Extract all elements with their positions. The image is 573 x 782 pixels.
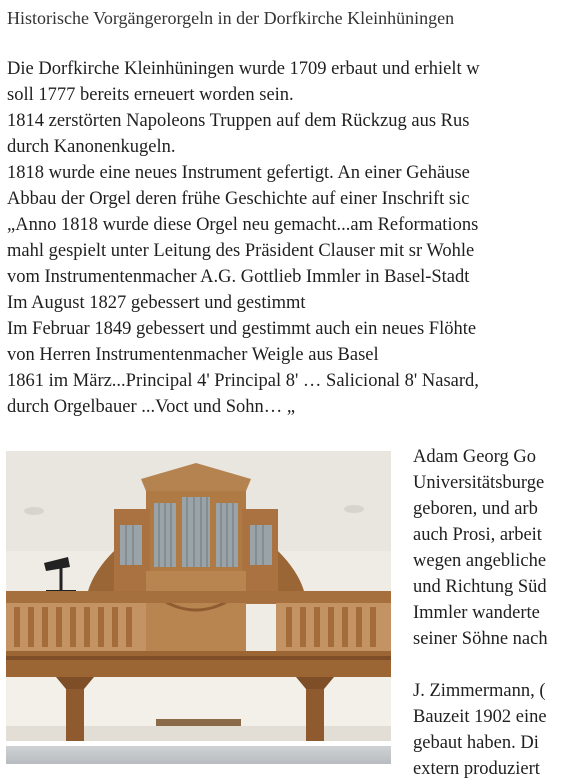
organ-photo	[6, 451, 391, 741]
text-line: geboren, und arb	[413, 499, 538, 519]
text-line: seiner Söhne nach	[413, 629, 548, 649]
paragraph-gap	[413, 652, 573, 678]
text-line: wegen angebliche	[413, 551, 547, 571]
text-line: gebaut haben. Di	[413, 733, 539, 753]
text-line: 1814 zerstörten Napoleons Truppen auf dem Rückzug aus Rus	[7, 111, 470, 131]
text-line: Adam Georg Go	[413, 447, 536, 467]
text-line: vom Instrumentenmacher A.G. Gottlieb Immler in Basel-Stadt	[7, 267, 470, 287]
text-line: durch Kanonenkugeln.	[7, 137, 176, 157]
text-line: von Herren Instrumentenmacher Weigle aus Basel	[7, 345, 379, 365]
text-line: „Anno 1818 wurde diese Orgel neu gemacht...am Reformations	[7, 215, 479, 235]
text-line: Die Dorfkirche Kleinhüningen wurde 1709 erbaut und erhielt w	[7, 59, 480, 79]
text-line: und Richtung Süd	[413, 577, 547, 597]
text-line: auch Prosi, arbeit	[413, 525, 542, 545]
text-line: Universitätsburge	[413, 473, 545, 493]
text-line: mahl gespielt unter Leitung des Präsident Clauser mit sr Wohle	[7, 241, 475, 261]
text-line: Immler wanderte	[413, 603, 540, 623]
second-photo	[6, 746, 391, 764]
text-line: Bauzeit 1902 eine	[413, 707, 547, 727]
side-column-text	[413, 444, 573, 782]
text-line: Abbau der Orgel deren frühe Geschichte auf einer Inschrift sic	[7, 189, 470, 209]
text-line: J. Zimmermann, (	[413, 681, 546, 701]
text-line: durch Orgelbauer ...Voct und Sohn… „	[7, 397, 296, 417]
text-line: 1861 im März...Principal 4' Principal 8' … Salicional 8' Nasard,	[7, 371, 479, 391]
text-line: 1818 wurde eine neues Instrument gefertigt. An einer Gehäuse	[7, 163, 470, 183]
body-paragraphs	[7, 56, 567, 420]
text-line: soll 1777 bereits erneuert worden sein.	[7, 85, 294, 105]
text-line: Im August 1827 gebessert und gestimmt	[7, 293, 306, 313]
page-title: Historische Vorgängerorgeln in der Dorfkirche Kleinhüningen	[7, 8, 455, 28]
text-line: extern produziert	[413, 759, 540, 779]
text-line: Im Februar 1849 gebessert und gestimmt auch ein neues Flöhte	[7, 319, 477, 339]
